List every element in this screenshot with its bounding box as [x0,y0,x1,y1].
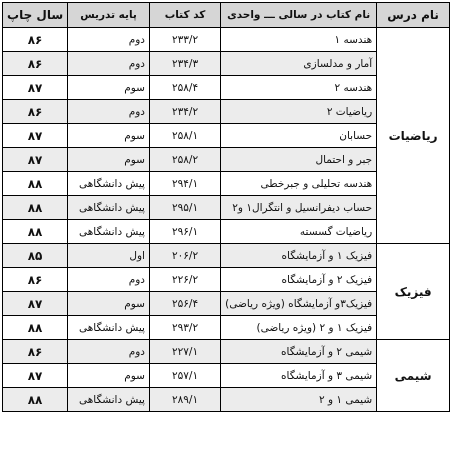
book-title-cell: فیزیک ۱ و ۲ (ویژه ریاضی) [221,316,377,340]
book-code-cell: ۲۲۷/۱ [149,340,220,364]
book-title-cell: فیزیک ۲ و آزمایشگاه [221,268,377,292]
book-title-cell: حساب دیفرانسیل و انتگرال۱ و۲ [221,196,377,220]
header-code: کد کتاب [149,3,220,28]
print-year-cell: ۸۷ [3,364,68,388]
header-subject: نام درس [377,3,450,28]
level-cell: دوم [68,52,150,76]
book-code-cell: ۲۲۶/۲ [149,268,220,292]
header-year: سال چاپ [3,3,68,28]
book-code-cell: ۲۵۸/۱ [149,124,220,148]
print-year-cell: ۸۷ [3,148,68,172]
print-year-cell: ۸۸ [3,220,68,244]
header-level: پایه تدریس [68,3,150,28]
table-row [3,244,450,268]
book-title-cell: فیزیک۳و آزمایشگاه (ویژه ریاضی) [221,292,377,316]
table-row [3,340,450,364]
level-cell: سوم [68,364,150,388]
book-code-cell: ۲۳۴/۲ [149,100,220,124]
book-code-cell: ۲۸۹/۱ [149,388,220,412]
level-cell: دوم [68,340,150,364]
print-year-cell: ۸۸ [3,196,68,220]
print-year-cell: ۸۷ [3,124,68,148]
print-year-cell: ۸۷ [3,292,68,316]
book-title-cell: شیمی ۲ و آزمایشگاه [221,340,377,364]
print-year-cell: ۸۸ [3,316,68,340]
print-year-cell: ۸۶ [3,52,68,76]
level-cell: دوم [68,100,150,124]
table-row [3,28,450,52]
table-body [3,28,450,412]
level-cell: پیش دانشگاهی [68,172,150,196]
level-cell: پیش دانشگاهی [68,220,150,244]
book-code-cell: ۲۰۶/۲ [149,244,220,268]
book-title-cell: هندسه ۲ [221,76,377,100]
book-code-cell: ۲۵۸/۲ [149,148,220,172]
level-cell: سوم [68,76,150,100]
level-cell: دوم [68,268,150,292]
book-code-cell: ۲۵۷/۱ [149,364,220,388]
subject-cell: ریاضیات [377,28,450,244]
book-list [2,2,450,412]
subject-cell: فیزیک [377,244,450,340]
print-year-cell: ۸۸ [3,172,68,196]
book-code-cell: ۲۵۸/۴ [149,76,220,100]
book-code-cell: ۲۹۴/۱ [149,172,220,196]
print-year-cell: ۸۵ [3,244,68,268]
level-cell: سوم [68,292,150,316]
book-title-cell: ریاضیات گسسته [221,220,377,244]
book-code-cell: ۲۵۶/۴ [149,292,220,316]
level-cell: پیش دانشگاهی [68,316,150,340]
print-year-cell: ۸۶ [3,100,68,124]
book-title-cell: جبر و احتمال [221,148,377,172]
book-table [2,2,450,412]
book-title-cell: آمار و مدلسازی [221,52,377,76]
level-cell: دوم [68,28,150,52]
book-title-cell: ریاضیات ۲ [221,100,377,124]
book-code-cell: ۲۹۶/۱ [149,220,220,244]
book-title-cell: فیزیک ۱ و آزمایشگاه [221,244,377,268]
level-cell: اول [68,244,150,268]
book-title-cell: هندسه ۱ [221,28,377,52]
print-year-cell: ۸۶ [3,340,68,364]
book-code-cell: ۲۹۵/۱ [149,196,220,220]
header-title: نام کتاب در سالی ـــ واحدی [221,3,377,28]
book-title-cell: حسابان [221,124,377,148]
book-code-cell: ۲۹۳/۲ [149,316,220,340]
book-code-cell: ۲۳۳/۲ [149,28,220,52]
book-title-cell: هندسه تحلیلی و جبرخطی [221,172,377,196]
header-row [3,3,450,28]
book-code-cell: ۲۳۴/۳ [149,52,220,76]
print-year-cell: ۸۷ [3,76,68,100]
level-cell: پیش دانشگاهی [68,196,150,220]
book-title-cell: شیمی ۱ و ۲ [221,388,377,412]
level-cell: پیش دانشگاهی [68,388,150,412]
subject-cell: شیمی [377,340,450,412]
level-cell: سوم [68,124,150,148]
book-title-cell: شیمی ۳ و آزمایشگاه [221,364,377,388]
print-year-cell: ۸۸ [3,388,68,412]
print-year-cell: ۸۶ [3,268,68,292]
level-cell: سوم [68,148,150,172]
print-year-cell: ۸۶ [3,28,68,52]
